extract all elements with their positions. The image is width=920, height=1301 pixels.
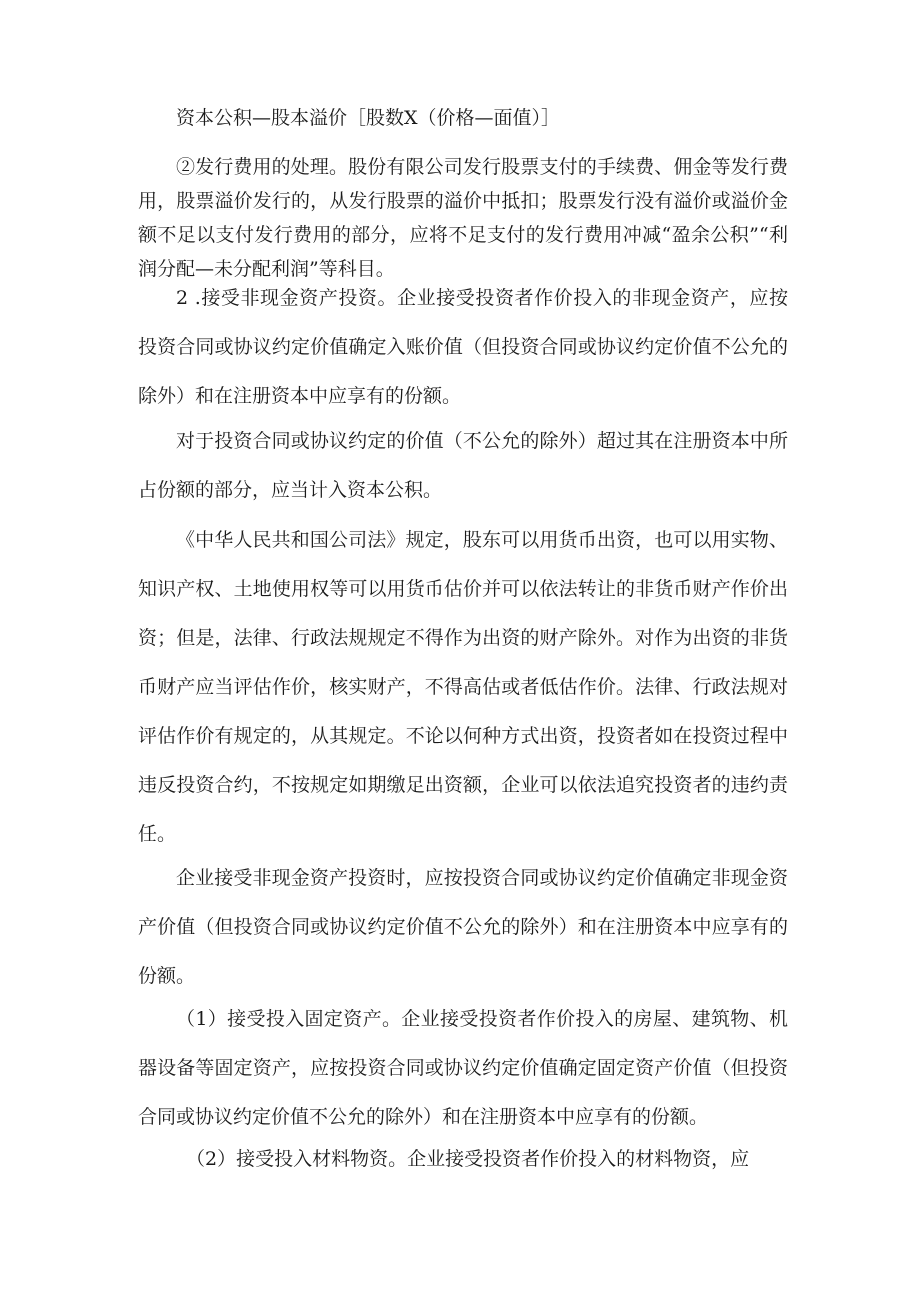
paragraph-excess-value: 对于投资合同或协议约定的价值（不公允的除外）超过其在注册资本中所占份额的部分，应当计入资本公积。 (138, 430, 788, 501)
paragraph-fixed-assets: （1）接受投入固定资产。企业接受投资者作价投入的房屋、建筑物、机器设备等固定资产，应按投资合同或协议约定价值确定固定资产价值（但投资合同或协议约定价值不公允的除外）和在注册资本中应享有的份额。 (138, 1008, 788, 1128)
paragraph-materials: （2）接受投入材料物资。企业接受投资者作价投入的材料物资，应 (186, 1148, 750, 1170)
formula-line: 资本公积—股本溢价［股数X（价格—面值）］ (176, 107, 561, 129)
paragraph-issuance-costs: ②发行费用的处理。股份有限公司发行股票支付的手续费、佣金等发行费用，股票溢价发行的，从发行股票的溢价中抵扣；股票发行没有溢价或溢价金额不足以支付发行费用的部分，应将不足支付的发行费用冲减“盈余公积”“利润分配—未分配利润”等科目。 (138, 156, 788, 280)
paragraph-company-law: 《中华人民共和国公司法》规定，股东可以用货币出资，也可以用实物、知识产权、土地使用权等可以用货币估价并可以依法转让的非货币财产作价出资；但是，法律、行政法规规定不得作为出资的财产除外。对作为出资的非货币财产应当评估作价，核实财产，不得高估或者低估作价。法律、行政法规对评估作价有规定的，从其规定。不论以何种方式出资，投资者如在投资过程中违反投资合约，不按规定如期缴足出资额，企业可以依法追究投资者的违约责任。 (138, 529, 788, 845)
paragraph-noncash-investment: 2 .接受非现金资产投资。企业接受投资者作价投入的非现金资产，应按投资合同或协议约定价值确定入账价值（但投资合同或协议约定价值不公允的除外）和在注册资本中应享有的份额。 (138, 287, 788, 407)
paragraph-noncash-recognition: 企业接受非现金资产投资时，应按投资合同或协议约定价值确定非现金资产价值（但投资合同或协议约定价值不公允的除外）和在注册资本中应享有的份额。 (138, 867, 788, 987)
